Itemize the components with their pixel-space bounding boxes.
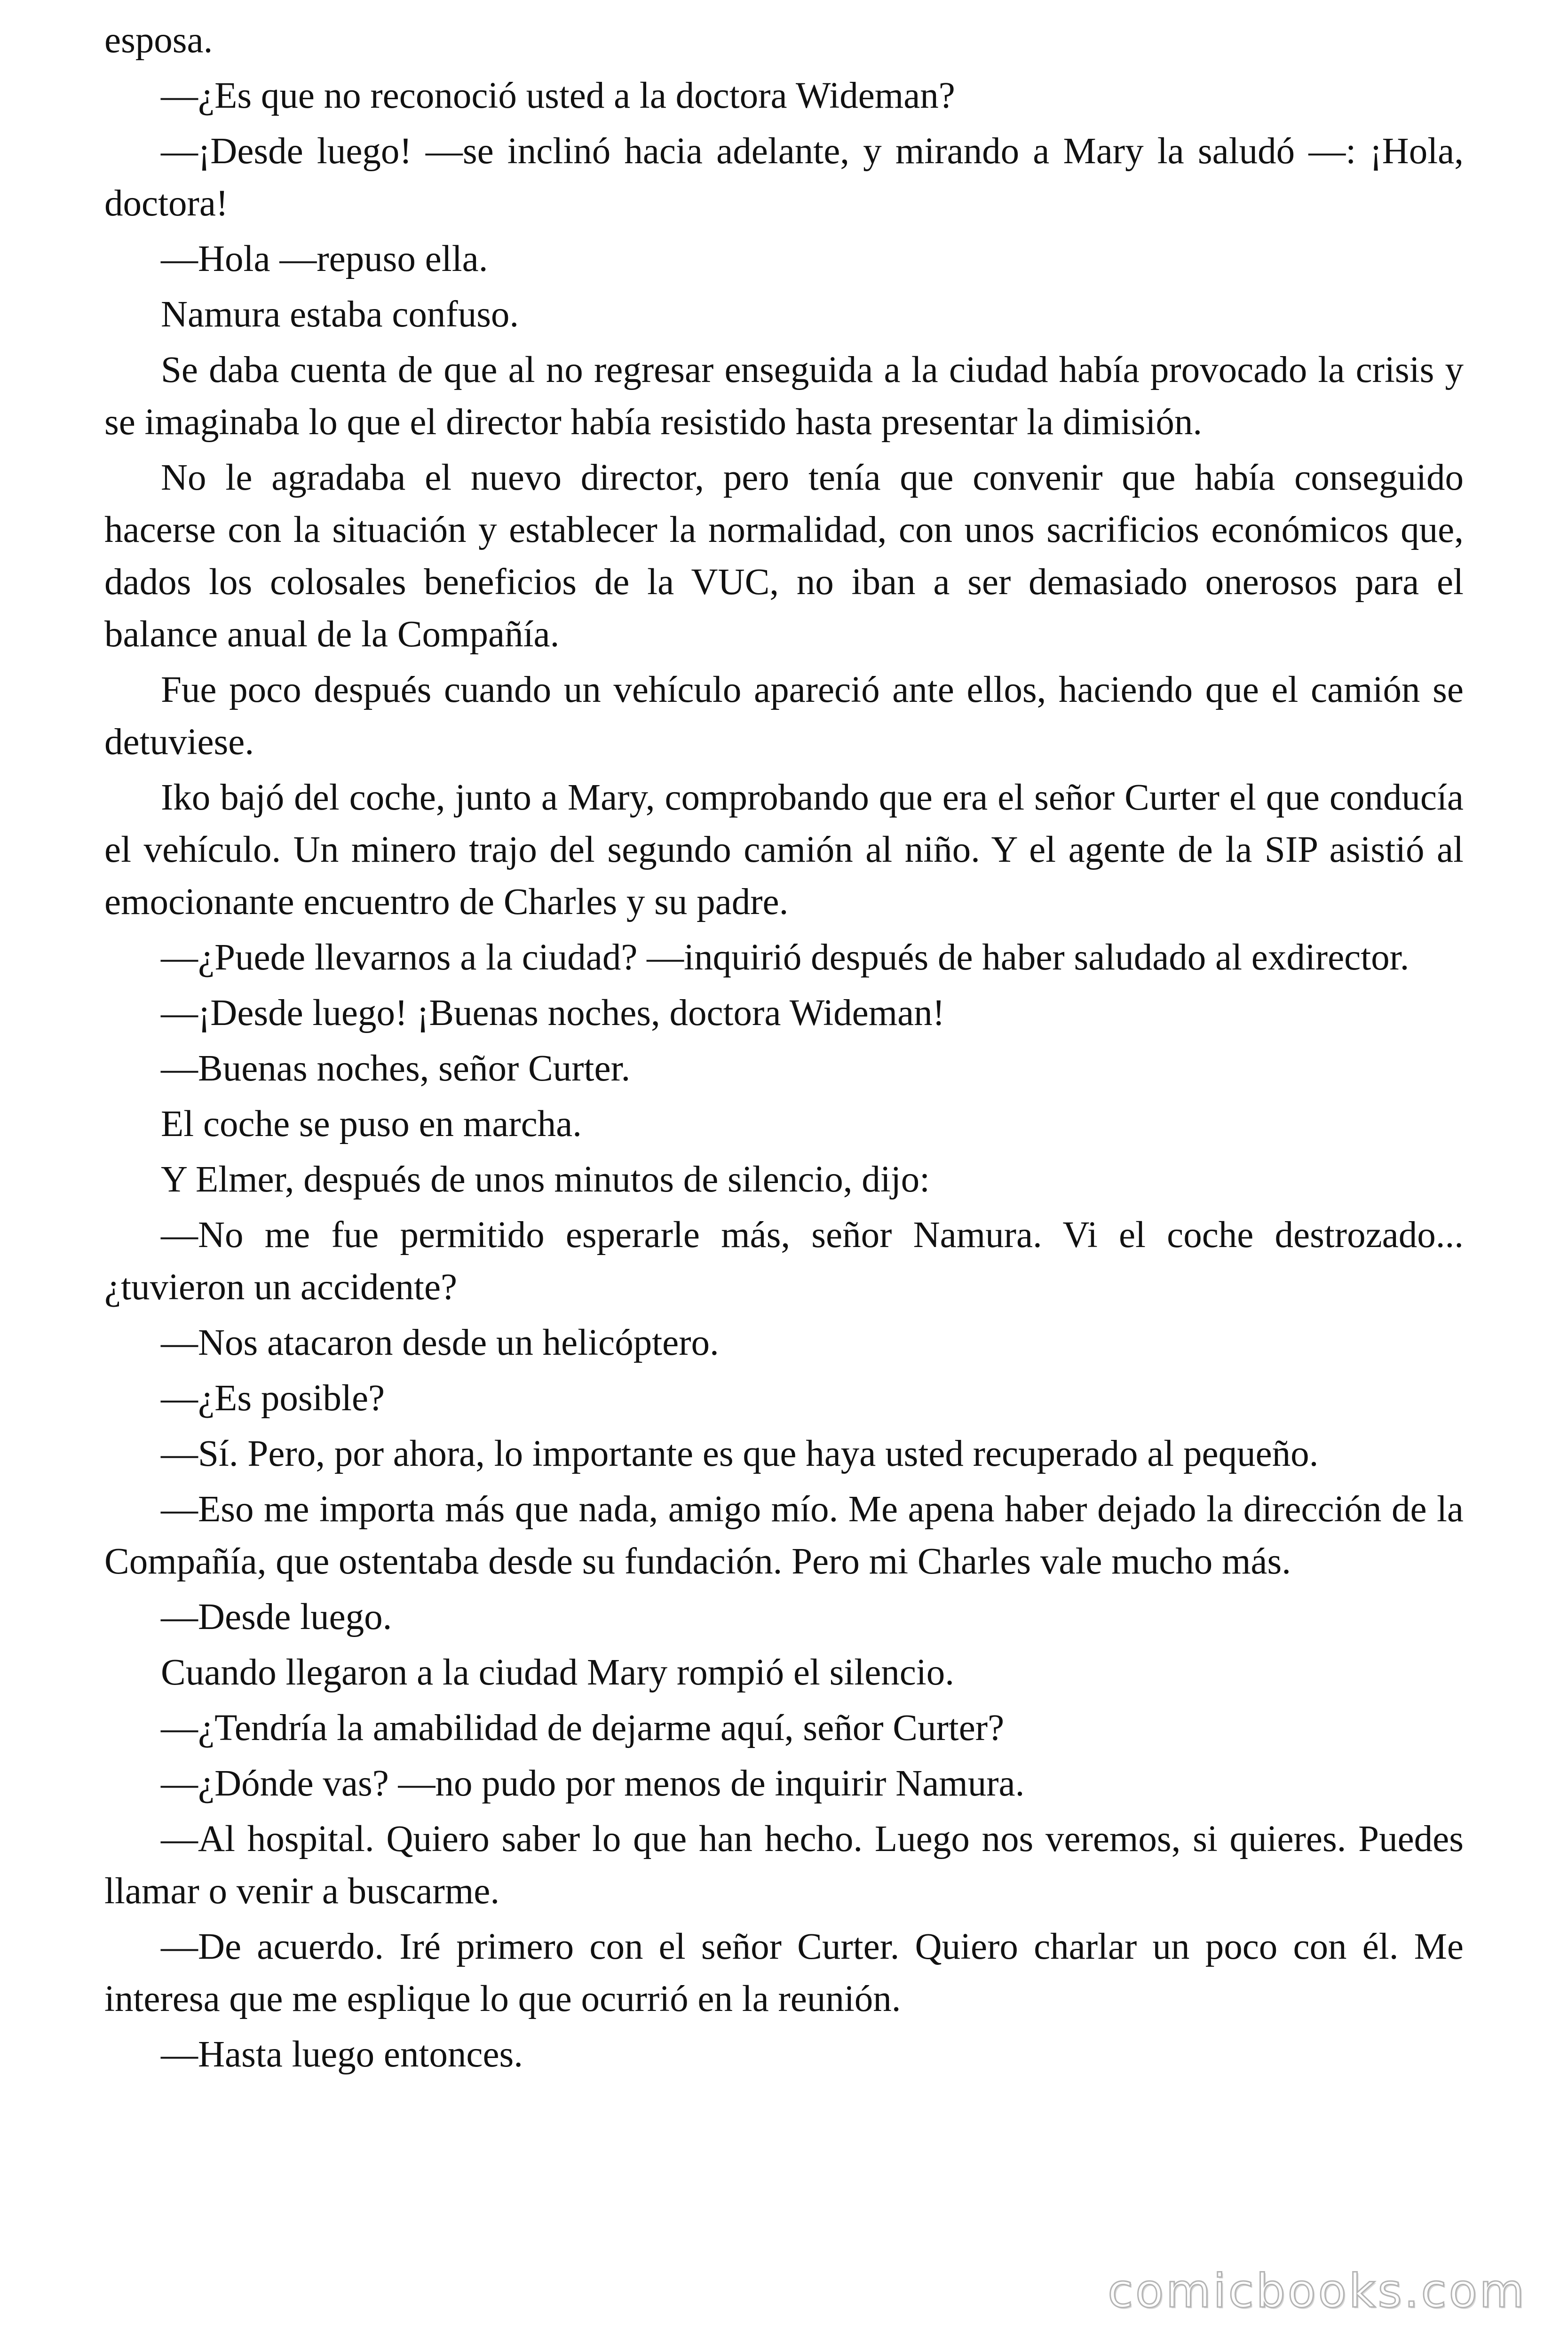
paragraph: Y Elmer, después de unos minutos de silencio, dijo: (161, 1159, 930, 1200)
paragraph: El coche se puso en marcha. (161, 1104, 582, 1144)
paragraph: —Hasta luego entonces. (161, 2034, 523, 2075)
paragraph: —No me fue permitido esperarle más, señor Namura. Vi el coche destrozado... ¿tuvieron un accidente? (104, 1215, 1464, 1308)
paragraph: Namura estaba confuso. (161, 294, 519, 335)
paragraph: esposa. (104, 20, 213, 61)
paragraph: No le agradaba el nuevo director, pero tenía que convenir que había conseguido hacerse con la situación y establecer la normalidad, con unos sacrificios económicos que, dados los colosales beneficios de la VUC, no iban a ser demasiado onerosos para el balance anual de la Compañía. (104, 457, 1464, 655)
paragraph: Fue poco después cuando un vehículo apareció ante ellos, haciendo que el camión se detuviese. (104, 669, 1464, 763)
paragraph: —Eso me importa más que nada, amigo mío. Me apena haber dejado la dirección de la Compañía, que ostentaba desde su fundación. Pero mi Charles vale mucho más. (104, 1489, 1464, 1582)
paragraph: —De acuerdo. Iré primero con el señor Curter. Quiero charlar un poco con él. Me interesa que me esplique lo que ocurrió en la reunión. (104, 1926, 1464, 2019)
paragraph: —Al hospital. Quiero saber lo que han hecho. Luego nos veremos, si quieres. Puedes llamar o venir a buscarme. (104, 1819, 1464, 1912)
paragraph: —¿Tendría la amabilidad de dejarme aquí, señor Curter? (161, 1708, 1005, 1748)
paragraph: Se daba cuenta de que al no regresar enseguida a la ciudad había provocado la crisis y se imaginaba lo que el director había resistido hasta presentar la dimisión. (104, 350, 1464, 443)
paragraph: —¿Puede llevarnos a la ciudad? —inquirió después de haber saludado al exdirector. (161, 937, 1410, 978)
paragraph: —Buenas noches, señor Curter. (161, 1048, 631, 1089)
paragraph: —¡Desde luego! —se inclinó hacia adelante, y mirando a Mary la saludó —: ¡Hola, doctora! (104, 131, 1464, 224)
paragraph: —¿Dónde vas? —no pudo por menos de inquirir Namura. (161, 1763, 1025, 1804)
paragraph: —¡Desde luego! ¡Buenas noches, doctora Wideman! (161, 993, 945, 1033)
watermark: comicbooks.com (1108, 2265, 1527, 2318)
paragraph: —¿Es que no reconoció usted a la doctora Wideman? (161, 75, 955, 116)
paragraph: Cuando llegaron a la ciudad Mary rompió el silencio. (161, 1652, 955, 1693)
paragraph: —Hola —repuso ella. (161, 238, 488, 279)
paragraph: —Sí. Pero, por ahora, lo importante es que haya usted recuperado al pequeño. (161, 1433, 1319, 1474)
paragraph: —Nos atacaron desde un helicóptero. (161, 1322, 719, 1363)
paragraph: —¿Es posible? (161, 1378, 385, 1419)
book-page (104, 14, 1464, 2084)
paragraph: Iko bajó del coche, junto a Mary, comprobando que era el señor Curter el que conducía el vehículo. Un minero trajo del segundo camión al niño. Y el agente de la SIP asistió al emocionante encuentro de Charles y su padre. (104, 777, 1464, 922)
paragraph: —Desde luego. (161, 1597, 392, 1637)
